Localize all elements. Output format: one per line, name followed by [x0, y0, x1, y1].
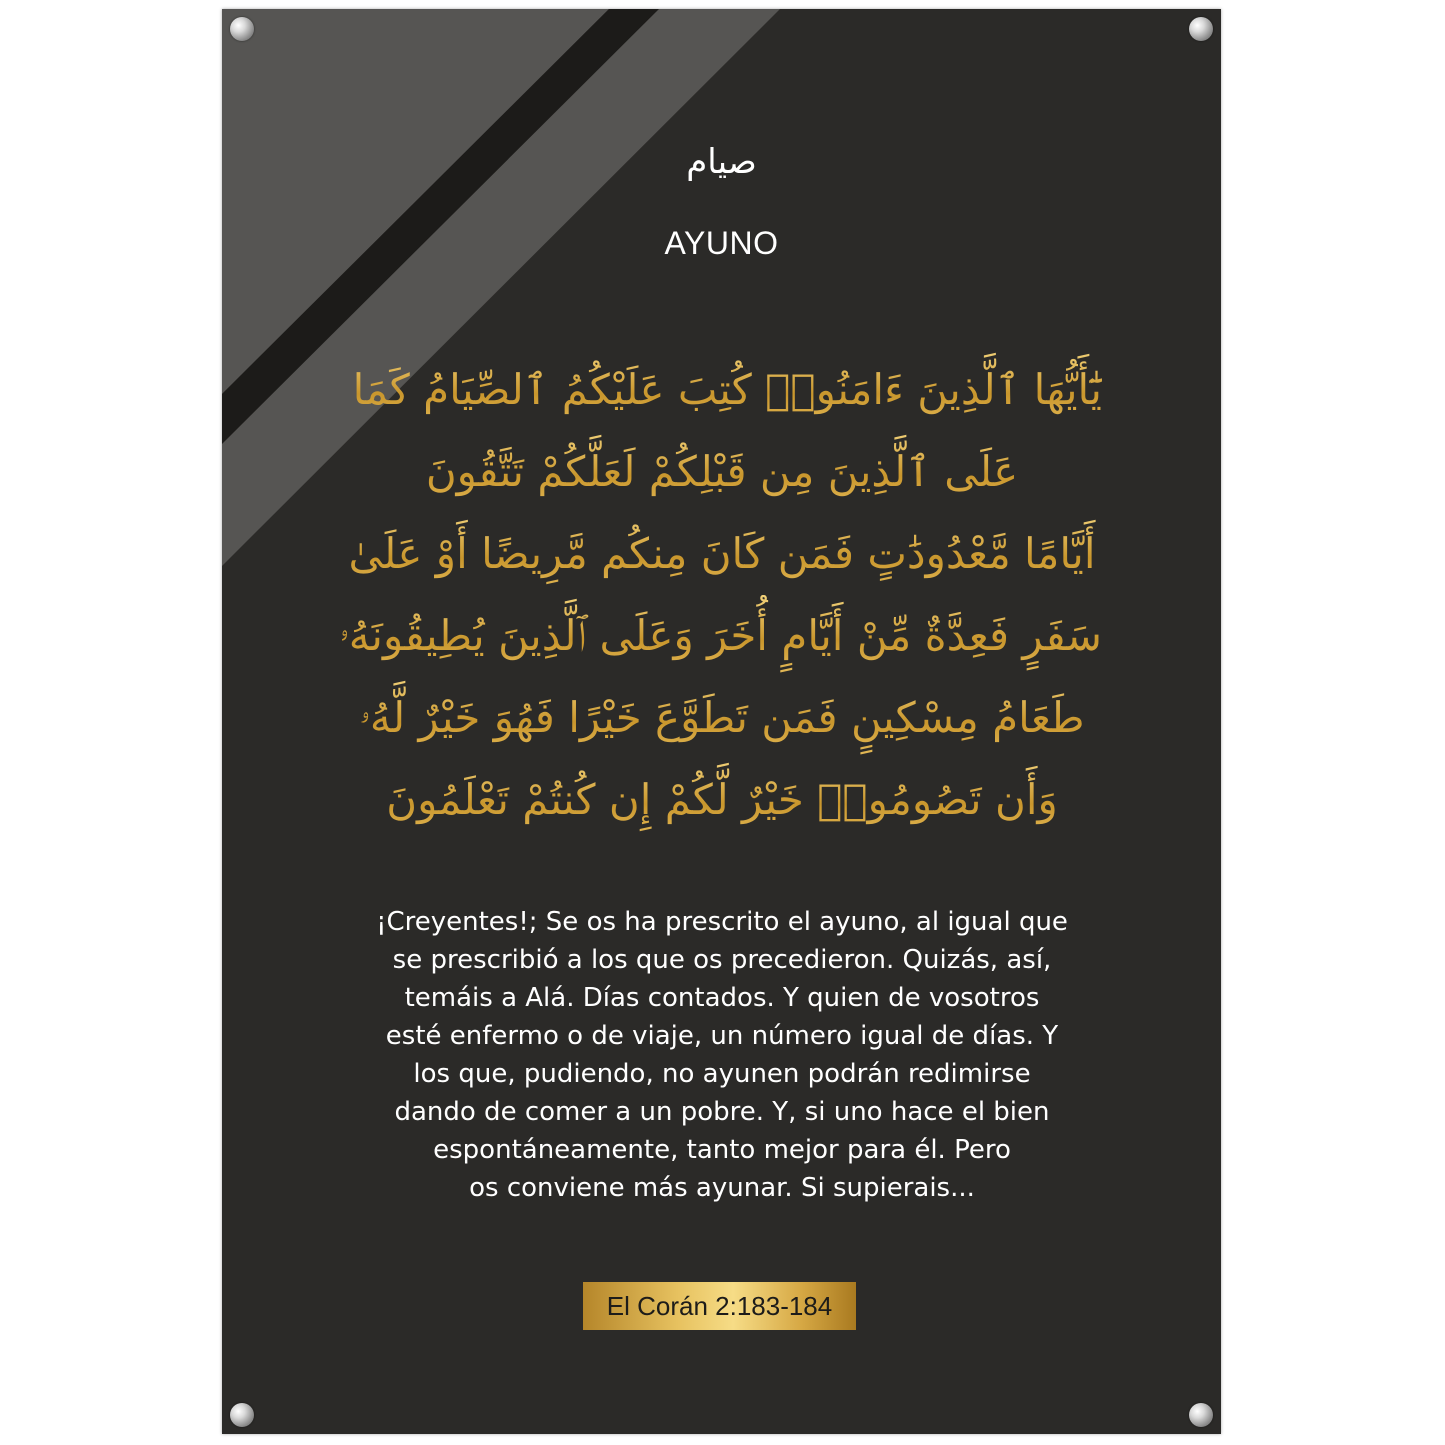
- verse-line: طَعَامُ مِسْكِينٍ فَمَن تَطَوَّعَ خَيْرًا فَهُوَ خَيْرٌ لَّهُۥ: [342, 677, 1102, 759]
- translation-line: los que, pudiendo, no ayunen podrán redimirse: [413, 1059, 1031, 1089]
- translation-line: se prescribió a los que os precedieron. Quizás, así,: [392, 945, 1052, 975]
- title-arabic: صيام: [686, 142, 757, 182]
- translation-line: temáis a Alá. Días contados. Y quien de vosotros: [404, 983, 1040, 1013]
- screw-icon: [1189, 1403, 1213, 1427]
- verse-line: يَٰٓأَيُّهَا ٱلَّذِينَ ءَامَنُوا۟ كُتِبَ عَلَيْكُمُ ٱلصِّيَامُ كَمَا كُتِبَ: [342, 349, 1102, 431]
- screw-icon: [230, 1403, 254, 1427]
- verse-line: أَيَّامًا مَّعْدُودَٰتٍ فَمَن كَانَ مِنكُم مَّرِيضًا أَوْ عَلَىٰ: [342, 513, 1102, 595]
- translation-line: esté enfermo o de viaje, un número igual de días. Y: [385, 1021, 1059, 1051]
- arabic-verse: [248, 349, 1102, 841]
- acrylic-poster-panel: [222, 9, 1221, 1434]
- screw-icon: [230, 17, 254, 41]
- verse-line: سَفَرٍ فَعِدَّةٌ مِّنْ أَيَّامٍ أُخَرَ وَعَلَى ٱلَّذِينَ يُطِيقُونَهُۥ فِدْيَةٌ: [342, 595, 1102, 677]
- title-spanish: AYUNO: [664, 225, 779, 261]
- reference-text: El Corán 2:183-184: [606, 1291, 833, 1321]
- translation-line: os conviene más ayunar. Si supierais...: [469, 1173, 975, 1203]
- verse-line: وَأَن تَصُومُوا۟ خَيْرٌ لَّكُمْ إِن كُنتُمْ تَعْلَمُونَ: [342, 759, 1102, 841]
- translation-line: espontáneamente, tanto mejor para él. Pero: [433, 1135, 1011, 1165]
- translation-line: ¡Creyentes!; Se os ha prescrito el ayuno, al igual que: [376, 907, 1068, 937]
- verse-line: عَلَى ٱلَّذِينَ مِن قَبْلِكُمْ لَعَلَّكُمْ تَتَّقُونَ: [342, 431, 1102, 513]
- spanish-translation: [332, 903, 1112, 1207]
- translation-line: dando de comer a un pobre. Y, si uno hace el bien: [394, 1097, 1050, 1127]
- screw-icon: [1189, 17, 1213, 41]
- reference-badge: [583, 1282, 856, 1330]
